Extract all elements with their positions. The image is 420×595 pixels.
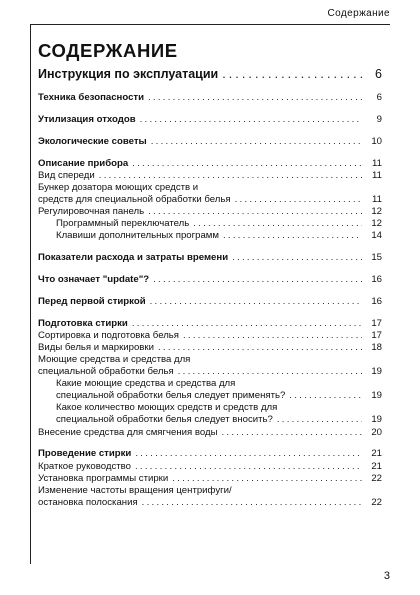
toc-entry-label: Вид спереди [38, 169, 95, 181]
toc-dot-leader [144, 92, 362, 104]
toc-entry[interactable] [38, 230, 382, 242]
toc-dot-leader [217, 427, 362, 439]
toc-dot-leader [154, 342, 362, 354]
toc-entry-page: 21 [371, 460, 382, 472]
running-header: Содержание [327, 8, 390, 19]
toc-entry-label: средств для специальной обработки белья [38, 193, 231, 205]
toc-entry[interactable] [38, 114, 382, 126]
toc-entry-label: Изменение частоты вращения центрифуги/ [38, 484, 232, 496]
toc-entry-page: 11 [372, 193, 382, 205]
toc-entry-label: Какое количество моющих средств и средств для [56, 402, 278, 414]
toc-dot-leader [131, 448, 362, 460]
toc-dot-leader [147, 136, 362, 148]
toc-entry[interactable] [38, 67, 382, 82]
toc-entry-page: 17 [371, 329, 382, 341]
table-of-contents [38, 67, 382, 509]
margin-rule [30, 24, 31, 564]
toc-entry[interactable] [38, 170, 382, 182]
toc-entry-label: Подготовка стирки [38, 317, 128, 329]
toc-dot-leader [285, 390, 362, 402]
toc-entry-label: Техника безопасности [38, 91, 144, 103]
toc-entry-page: 18 [371, 341, 382, 353]
toc-entry-label: Моющие средства и средства для [38, 353, 191, 365]
toc-dot-leader [174, 366, 362, 378]
toc-entry[interactable] [38, 342, 382, 354]
toc-entry[interactable] [38, 414, 382, 426]
toc-entry-page: 19 [371, 390, 382, 402]
toc-entry[interactable] [38, 473, 382, 485]
toc-entry[interactable] [38, 366, 382, 378]
toc-entry[interactable] [38, 296, 382, 308]
toc-entry[interactable] [38, 218, 382, 230]
header-rule [30, 24, 390, 25]
toc-entry[interactable] [38, 485, 382, 497]
toc-dot-leader [219, 230, 362, 242]
toc-entry-label: Бункер дозатора моющих средств и [38, 181, 199, 193]
toc-dot-leader [149, 274, 362, 286]
toc-entry-label: Показатели расхода и затраты времени [38, 252, 229, 264]
toc-dot-leader [144, 206, 362, 218]
toc-entry[interactable] [38, 252, 382, 264]
toc-dot-leader [231, 194, 362, 206]
toc-entry[interactable] [38, 318, 382, 330]
toc-entry-label: Описание прибора [38, 157, 129, 169]
toc-dot-leader [146, 296, 362, 308]
toc-entry-label: Что означает "update"? [38, 273, 150, 285]
toc-entry[interactable] [38, 378, 382, 390]
toc-entry-page: 6 [376, 91, 382, 103]
toc-entry[interactable] [38, 206, 382, 218]
toc-dot-leader [131, 461, 362, 473]
toc-entry[interactable] [38, 274, 382, 286]
toc-entry-page: 14 [371, 230, 382, 242]
toc-dot-leader [136, 114, 362, 126]
toc-entry-page: 19 [371, 366, 382, 378]
toc-entry-page: 22 [371, 496, 382, 508]
toc-entry-label: Какие моющие средства и средства для [56, 378, 236, 390]
toc-entry[interactable] [38, 182, 382, 194]
page-number: 3 [383, 570, 390, 582]
toc-entry[interactable] [38, 194, 382, 206]
toc-entry-label: Клавиши дополнительных программ [56, 230, 219, 242]
toc-entry-page: 12 [371, 218, 382, 230]
toc-entry-page: 20 [371, 426, 382, 438]
toc-entry-page: 9 [376, 113, 382, 125]
toc-entry-page: 21 [371, 448, 382, 460]
toc-entry-page: 10 [371, 135, 382, 147]
toc-dot-leader [218, 67, 362, 82]
toc-entry-label: Внесение средства для смягчения воды [38, 426, 218, 438]
toc-dot-leader [138, 497, 362, 509]
toc-dot-leader [95, 170, 362, 182]
toc-entry[interactable] [38, 460, 382, 472]
toc-entry[interactable] [38, 157, 382, 169]
toc-entry-label: Регулировочная панель [38, 205, 145, 217]
toc-entry[interactable] [38, 354, 382, 366]
toc-entry-label: Сортировка и подготовка белья [38, 329, 179, 341]
toc-entry[interactable] [38, 136, 382, 148]
toc-entry-page: 12 [371, 205, 382, 217]
toc-entry-page: 11 [372, 169, 382, 181]
toc-dot-leader [168, 473, 362, 485]
toc-entry[interactable] [38, 402, 382, 414]
toc-entry-page: 19 [371, 414, 382, 426]
toc-entry-label: Утилизация отходов [38, 113, 136, 125]
toc-entry-label: специальной обработки белья следует вносить? [56, 414, 273, 426]
toc-dot-leader [273, 414, 362, 426]
toc-entry-label: специальной обработки белья следует применять? [56, 390, 286, 402]
toc-dot-leader [228, 252, 362, 264]
toc-dot-leader [128, 158, 362, 170]
toc-entry[interactable] [38, 390, 382, 402]
toc-entry-label: специальной обработки белья [38, 366, 174, 378]
toc-entry-page: 22 [371, 472, 382, 484]
toc-entry-label: Программный переключатель [56, 218, 190, 230]
toc-entry-page: 17 [371, 317, 382, 329]
toc-dot-leader [189, 218, 362, 230]
toc-entry[interactable] [38, 497, 382, 509]
toc-entry-page: 15 [371, 252, 382, 264]
toc-entry-label: Инструкция по эксплуатации [38, 67, 219, 81]
toc-entry-label: Краткое руководство [38, 460, 131, 472]
toc-dot-leader [128, 318, 362, 330]
toc-entry-label: Проведение стирки [38, 448, 132, 460]
toc-entry-label: Экологические советы [38, 135, 147, 147]
toc-entry-page: 16 [371, 273, 382, 285]
toc-entry-page: 16 [371, 295, 382, 307]
page-title: СОДЕРЖАНИЕ [38, 40, 178, 61]
toc-entry[interactable] [38, 92, 382, 104]
toc-entry-page: 6 [375, 67, 382, 81]
toc-entry-page: 11 [372, 157, 382, 169]
toc-entry[interactable] [38, 448, 382, 460]
toc-entry-label: остановка полоскания [38, 496, 138, 508]
toc-entry-label: Установка программы стирки [38, 472, 169, 484]
toc-dot-leader [179, 330, 362, 342]
toc-entry[interactable] [38, 426, 382, 438]
toc-entry-label: Виды белья и маркировки [38, 341, 154, 353]
toc-entry[interactable] [38, 330, 382, 342]
toc-entry-label: Перед первой стиркой [38, 295, 146, 307]
